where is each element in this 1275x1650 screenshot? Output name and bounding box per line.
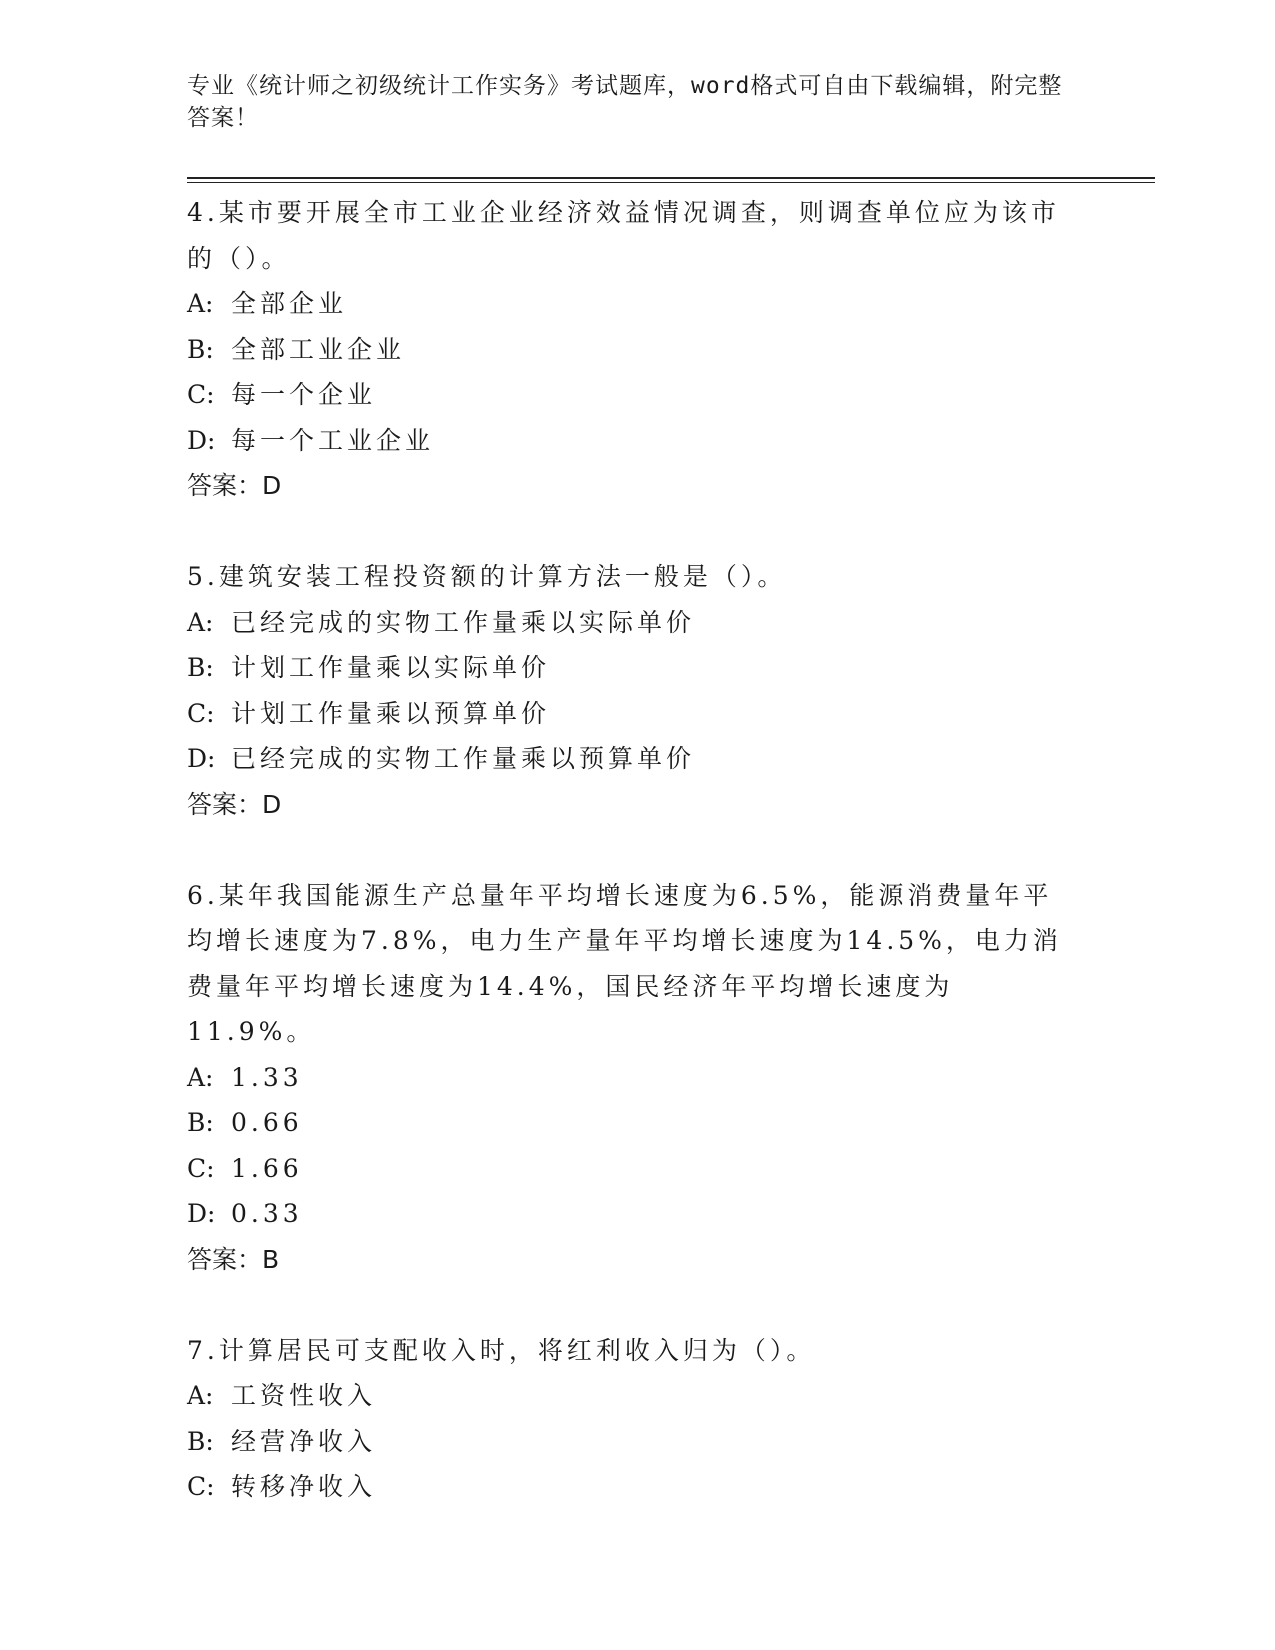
option-text: 全部企业	[231, 289, 348, 318]
option-c	[187, 1146, 1067, 1192]
option-key: A:	[187, 1381, 214, 1410]
option-text: 工资性收入	[231, 1381, 377, 1410]
option-text: 0.66	[231, 1108, 303, 1137]
option-text: 0.33	[231, 1199, 303, 1228]
spacer	[187, 827, 1067, 873]
option-text: 计划工作量乘以实际单价	[231, 653, 551, 682]
option-a	[187, 600, 1067, 646]
option-key: A:	[187, 289, 214, 318]
option-text: 1.33	[231, 1062, 303, 1092]
option-key: C:	[187, 698, 215, 728]
option-a	[187, 1373, 1067, 1419]
question-5	[187, 554, 1067, 827]
option-key: D:	[187, 744, 216, 773]
spacer	[187, 1282, 1067, 1328]
header-divider-thin	[187, 182, 1155, 183]
option-text: 转移净收入	[231, 1472, 377, 1501]
option-key: B:	[187, 334, 214, 364]
option-text: 已经完成的实物工作量乘以实际单价	[231, 607, 696, 637]
question-7	[187, 1328, 1067, 1510]
option-d	[187, 736, 1067, 782]
option-text: 计划工作量乘以预算单价	[231, 698, 551, 728]
question-stem: 5.建筑安装工程投资额的计算方法一般是（）。	[187, 562, 787, 591]
answer-line: 答案：B	[187, 1244, 280, 1274]
option-key: C:	[187, 1472, 215, 1501]
option-key: A:	[187, 1062, 214, 1092]
question-stem: 4.某市要开展全市工业企业经济效益情况调查，则调查单位应为该市的（）。	[187, 198, 1060, 273]
option-d	[187, 418, 1067, 464]
header-divider-thick	[187, 177, 1155, 179]
question-list	[187, 190, 1067, 1510]
option-key: D:	[187, 1199, 216, 1228]
option-c	[187, 691, 1067, 737]
option-text: 每一个企业	[231, 380, 377, 409]
option-key: D:	[187, 425, 216, 455]
answer-line: 答案：D	[187, 471, 282, 500]
option-b	[187, 1100, 1067, 1146]
answer-line: 答案：D	[187, 789, 282, 819]
option-key: B:	[187, 653, 214, 682]
option-text: 已经完成的实物工作量乘以预算单价	[231, 744, 696, 773]
option-key: A:	[187, 607, 214, 637]
option-key: B:	[187, 1108, 214, 1137]
option-c	[187, 372, 1067, 418]
option-a	[187, 281, 1067, 327]
option-text: 每一个工业企业	[231, 425, 435, 455]
option-key: B:	[187, 1426, 214, 1456]
option-key: C:	[187, 1153, 215, 1183]
question-4	[187, 190, 1067, 509]
option-c	[187, 1464, 1067, 1510]
question-stem: 6.某年我国能源生产总量年平均增长速度为6.5%，能源消费量年平均增长速度为7.8%，电力生产量年平均增长速度为14.5%，电力消费量年平均增长速度为14.4%，国民经济年平均增长速度为11.9%。	[187, 880, 1062, 1046]
option-b	[187, 645, 1067, 691]
option-b	[187, 1419, 1067, 1465]
spacer	[187, 509, 1067, 555]
option-a	[187, 1055, 1067, 1101]
question-6	[187, 873, 1067, 1283]
question-stem: 7.计算居民可支配收入时，将红利收入归为（）。	[187, 1335, 816, 1365]
document-header: 专业《统计师之初级统计工作实务》考试题库，word格式可自由下载编辑，附完整答案！	[187, 73, 1063, 131]
option-text: 1.66	[231, 1153, 303, 1183]
option-b	[187, 327, 1067, 373]
option-text: 经营净收入	[231, 1426, 377, 1456]
option-text: 全部工业企业	[231, 334, 406, 364]
option-key: C:	[187, 380, 215, 409]
option-d	[187, 1191, 1067, 1237]
